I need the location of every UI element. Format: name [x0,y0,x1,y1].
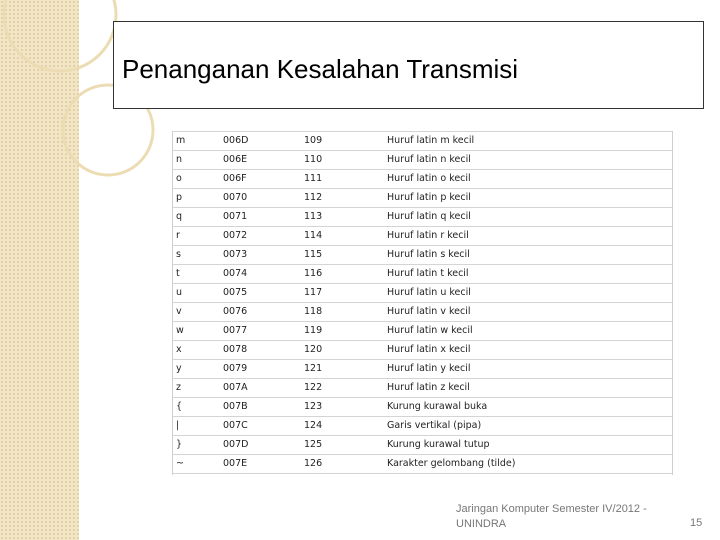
cell-desc: Huruf latin y kecil [384,360,672,379]
cell-hex: 0074 [220,265,301,284]
table-row [173,379,672,398]
table-row [173,132,672,151]
cell-hex: 0077 [220,322,301,341]
cell-dec: 117 [301,284,384,303]
cell-hex: 006E [220,151,301,170]
cell-dec: 116 [301,265,384,284]
cell-dec: 126 [301,455,384,474]
slide-title: Penanganan Kesalahan Transmisi [122,54,519,84]
table-row [173,436,672,455]
table-row [173,208,672,227]
cell-desc: Kurung kurawal buka [384,398,672,417]
cell-hex: 0072 [220,227,301,246]
table-row [173,322,672,341]
cell-char: p [173,189,220,208]
cell-hex: 007E [220,455,301,474]
cell-char: o [173,170,220,189]
cell-hex: 0071 [220,208,301,227]
table-row [173,170,672,189]
cell-desc: Huruf latin w kecil [384,322,672,341]
cell-dec: 110 [301,151,384,170]
cell-dec: 115 [301,246,384,265]
cell-hex: 007B [220,398,301,417]
ascii-table [172,131,673,475]
footer-text [456,502,647,532]
cell-dec: 125 [301,436,384,455]
cell-desc: Huruf latin x kecil [384,341,672,360]
table-row [173,189,672,208]
cell-desc: Huruf latin r kecil [384,227,672,246]
page-number: 15 [690,517,703,529]
cell-char: | [173,417,220,436]
cell-desc: Huruf latin s kecil [384,246,672,265]
footer-line-2: UNINDRA [456,518,507,530]
cell-hex: 007A [220,379,301,398]
cell-desc: Huruf latin v kecil [384,303,672,322]
table-row [173,151,672,170]
ascii-table-body [173,132,672,474]
table-row [173,341,672,360]
cell-char: s [173,246,220,265]
table-row [173,455,672,474]
cell-char: r [173,227,220,246]
title-box [113,21,704,109]
table-row [173,265,672,284]
cell-desc: Huruf latin m kecil [384,132,672,151]
cell-char: { [173,398,220,417]
cell-desc: Huruf latin u kecil [384,284,672,303]
cell-desc: Huruf latin t kecil [384,265,672,284]
cell-char: q [173,208,220,227]
cell-hex: 006F [220,170,301,189]
cell-desc: Huruf latin o kecil [384,170,672,189]
cell-hex: 0073 [220,246,301,265]
cell-hex: 007D [220,436,301,455]
cell-hex: 0076 [220,303,301,322]
cell-dec: 111 [301,170,384,189]
cell-hex: 006D [220,132,301,151]
table-row [173,284,672,303]
cell-dec: 124 [301,417,384,436]
cell-dec: 119 [301,322,384,341]
cell-desc: Kurung kurawal tutup [384,436,672,455]
footer-line-1: Jaringan Komputer Semester IV/2012 - [456,503,647,515]
cell-char: v [173,303,220,322]
cell-hex: 0075 [220,284,301,303]
cell-dec: 109 [301,132,384,151]
cell-dec: 120 [301,341,384,360]
cell-char: n [173,151,220,170]
table-row [173,303,672,322]
table-row [173,227,672,246]
cell-dec: 114 [301,227,384,246]
cell-desc: Garis vertikal (pipa) [384,417,672,436]
cell-char: x [173,341,220,360]
cell-dec: 123 [301,398,384,417]
cell-dec: 122 [301,379,384,398]
cell-char: y [173,360,220,379]
cell-char: } [173,436,220,455]
cell-char: u [173,284,220,303]
cell-hex: 0070 [220,189,301,208]
table-row [173,246,672,265]
cell-desc: Huruf latin p kecil [384,189,672,208]
cell-hex: 0078 [220,341,301,360]
cell-desc: Huruf latin n kecil [384,151,672,170]
cell-char: z [173,379,220,398]
cell-dec: 113 [301,208,384,227]
cell-dec: 112 [301,189,384,208]
table-row [173,398,672,417]
cell-desc: Karakter gelombang (tilde) [384,455,672,474]
cell-char: m [173,132,220,151]
cell-desc: Huruf latin z kecil [384,379,672,398]
cell-char: w [173,322,220,341]
cell-desc: Huruf latin q kecil [384,208,672,227]
cell-dec: 121 [301,360,384,379]
table-row [173,417,672,436]
cell-char: ~ [173,455,220,474]
cell-hex: 0079 [220,360,301,379]
table-row [173,360,672,379]
cell-char: t [173,265,220,284]
cell-dec: 118 [301,303,384,322]
cell-hex: 007C [220,417,301,436]
